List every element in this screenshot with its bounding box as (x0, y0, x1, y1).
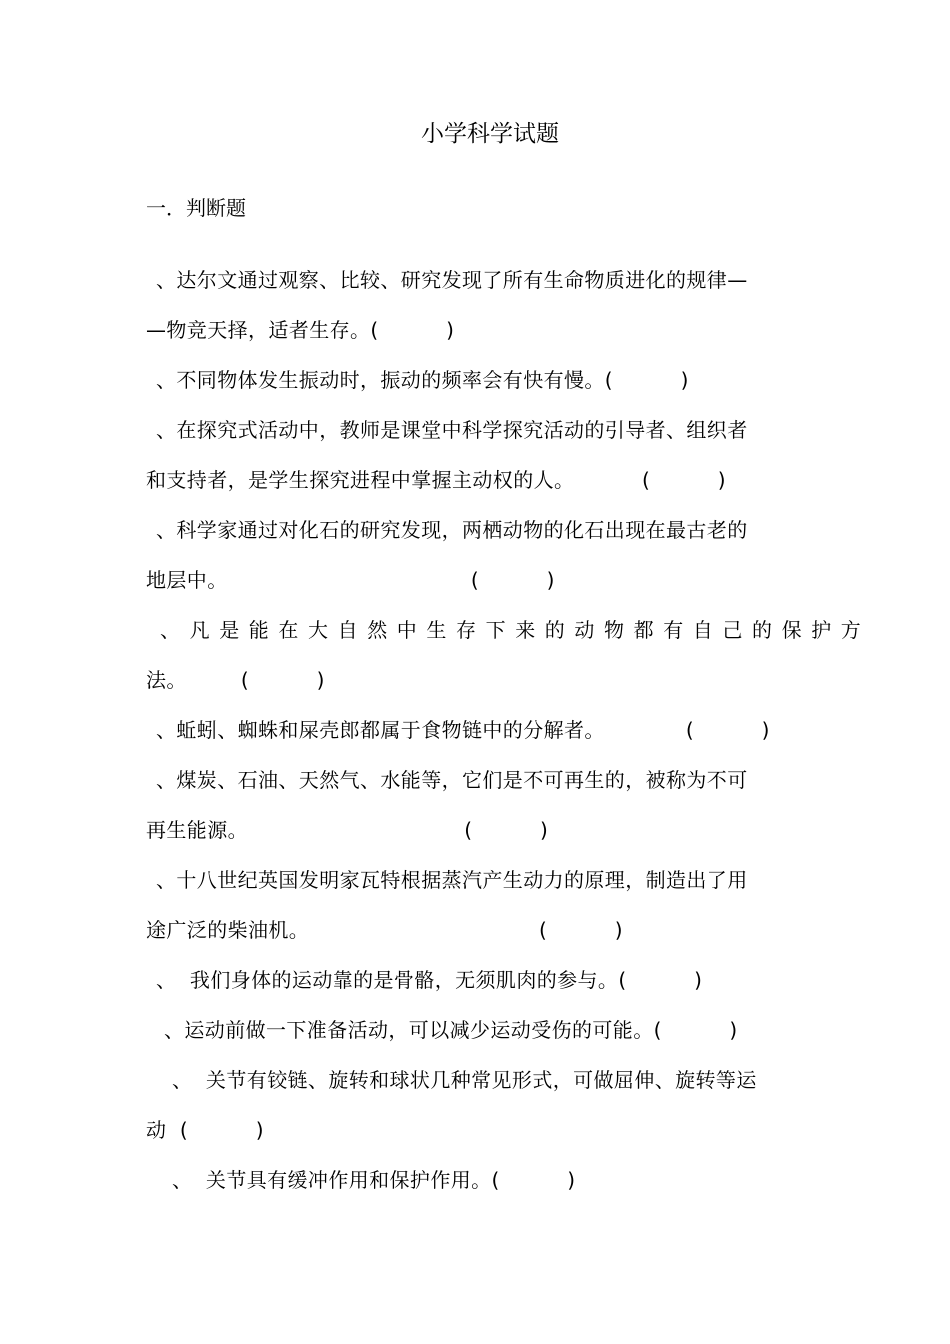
question-5-line-1: 、凡是能在大自然中生存下来的动物都有自己的保护方 (160, 618, 871, 642)
question-11-line-1: 、 关节有铰链、旋转和球状几种常见形式，可做屈伸、旋转等运 (172, 1068, 757, 1092)
question-1-line-2: —物竞天择，适者生存。( ) (146, 318, 455, 342)
section-heading: 一．判断题 (146, 196, 246, 220)
question-8-line-1: 、十八世纪英国发明家瓦特根据蒸汽产生动力的原理，制造出了用 (156, 868, 748, 892)
question-10: 、运动前做一下准备活动，可以减少运动受伤的可能。( ) (164, 1018, 738, 1042)
question-3-line-1: 、在探究式活动中，教师是课堂中科学探究活动的引导者、组织者 (156, 418, 748, 442)
question-4-line-1: 、科学家通过对化石的研究发现，两栖动物的化石出现在最古老的 (156, 518, 748, 542)
question-12: 、 关节具有缓冲作用和保护作用。( ) (172, 1168, 576, 1192)
question-1-line-1: 、达尔文通过观察、比较、研究发现了所有生命物质进化的规律— (156, 268, 748, 292)
question-3-line-2: 和支持者，是学生探究进程中掌握主动权的人。 ( ) (146, 468, 726, 492)
question-4-line-2: 地层中。 ( ) (146, 568, 555, 592)
page-title: 小学科学试题 (421, 121, 559, 147)
question-8-line-2: 途广泛的柴油机。 ( ) (146, 918, 623, 942)
question-9: 、 我们身体的运动靠的是骨骼，无须肌肉的参与。( ) (156, 968, 703, 992)
question-6: 、蚯蚓、蜘蛛和屎壳郎都属于食物链中的分解者。 ( ) (156, 718, 770, 742)
question-2: 、不同物体发生振动时，振动的频率会有快有慢。( ) (156, 368, 689, 392)
question-7-line-1: 、煤炭、石油、天然气、水能等，它们是不可再生的，被称为不可 (156, 768, 748, 792)
question-11-line-2: 动 ( ) (146, 1118, 264, 1142)
question-7-line-2: 再生能源。 ( ) (146, 818, 549, 842)
question-5-line-2: 法。 ( ) (146, 668, 325, 692)
